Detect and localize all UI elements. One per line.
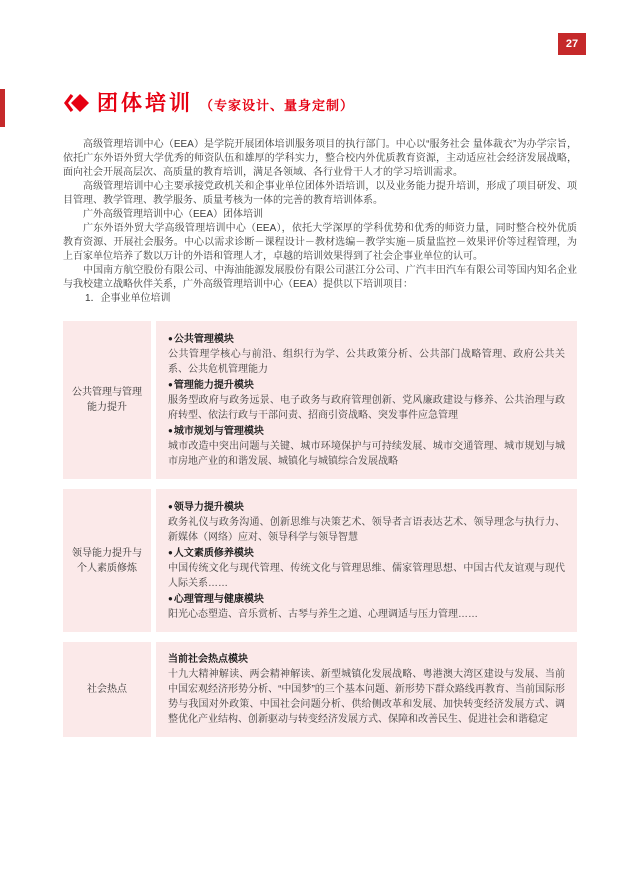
- module-heading-text: 管理能力提升模块: [173, 380, 254, 391]
- bullet-icon: ●: [168, 334, 173, 343]
- module-body: 城市改造中突出问题与关键、城市环境保护与可持续发展、城市交通管理、城市规划与城市房地产业的和谐发展、城镇化与城镇综合发展战略: [168, 441, 565, 467]
- main-content: [63, 138, 577, 737]
- module-heading-text: 领导力提升模块: [173, 502, 244, 513]
- module-heading: [168, 591, 565, 607]
- page-number-badge: [558, 33, 586, 55]
- module-heading: [168, 652, 565, 667]
- module-body: 公共管理学核心与前沿、组织行为学、公共政策分析、公共部门战略管理、政府公共关系、公共危机管理能力: [168, 349, 565, 375]
- row-content-cell: [156, 489, 577, 632]
- row-content-cell: [156, 321, 577, 479]
- bullet-icon: ●: [168, 502, 173, 511]
- module-heading-text: 城市规划与管理模块: [173, 426, 264, 437]
- module-heading-text: 当前社会热点模块: [168, 654, 248, 665]
- module-heading-text: 心理管理与健康模块: [173, 594, 264, 605]
- module-body: 政务礼仪与政务沟通、创新思维与决策艺术、领导者言语表达艺术、领导理念与执行力、新媒体（网络）应对、领导科学与领导智慧: [168, 517, 565, 543]
- module-body: 十九大精神解读、两会精神解读、新型城镇化发展战略、粤港澳大湾区建设与发展、当前中国宏观经济形势分析、“中国梦”的三个基本问题、新形势下群众路线再教育、当前国际形势与我国对外政策、中国社会问题分析、供给侧改革和发展、加快转变经济发展方式、调整优化产业结构、创新驱动与转变经济发展方式、保障和改善民生、促进社会和谐稳定: [168, 669, 565, 725]
- page-title: 团体培训: [97, 91, 193, 115]
- row-label-cell: [63, 321, 151, 479]
- bullet-icon: ●: [168, 594, 173, 603]
- page-number: 27: [565, 38, 579, 50]
- diamond-chevron-icon: [63, 93, 90, 113]
- bullet-icon: ●: [168, 426, 173, 435]
- row-label: 公共管理与管理能力提升: [72, 387, 142, 413]
- module-body: 阳光心态塑造、音乐赏析、古琴与养生之道、心理调适与压力管理……: [168, 609, 478, 620]
- row-label-cell: [63, 642, 151, 737]
- intro-section: [63, 138, 577, 306]
- intro-paragraph: 高级管理培训中心主要承接党政机关和企事业单位团体外语培训，以及业务能力提升培训，形成了项目研发、项目管理、教学管理、教学服务、质量考核为一体的完善的教育培训体系。: [63, 181, 577, 206]
- page-subtitle: （专家设计、量身定制）: [200, 98, 355, 113]
- row-label: 领导能力提升与个人素质修炼: [72, 547, 142, 574]
- row-label-cell: [63, 489, 151, 632]
- module-heading: [168, 331, 565, 347]
- list-heading: 1．企事业单位培训: [85, 293, 171, 304]
- table-row: [63, 642, 577, 737]
- row-content-cell: [156, 642, 577, 737]
- left-accent-bar: [0, 89, 5, 127]
- module-heading: [168, 377, 565, 393]
- section-title-row: [63, 92, 354, 114]
- row-label: 社会热点: [87, 684, 127, 695]
- bullet-icon: ●: [168, 548, 173, 557]
- module-heading: [168, 499, 565, 515]
- module-body: 中国传统文化与现代管理、传统文化与管理思维、儒家管理思想、中国古代友谊观与现代人际关系……: [168, 563, 565, 589]
- module-heading: [168, 423, 565, 439]
- table-row: [63, 489, 577, 632]
- table-row: [63, 321, 577, 479]
- intro-paragraph: 广东外语外贸大学高级管理培训中心（EEA），依托大学深厚的学科优势和优秀的师资力量，同时整合校外优质教育资源、开展社会服务。中心以需求诊断－课程设计－教材选编－教学实施－质量监控－效果评价等过程管理，为上百家单位培养了数以万计的外语和管理人才，卓越的培训效果得到了社会企事业单位的认可。: [63, 223, 577, 262]
- training-table: [63, 321, 577, 737]
- bullet-icon: ●: [168, 380, 173, 389]
- intro-paragraph: 中国南方航空股份有限公司、中海油能源发展股份有限公司湛江分公司、广汽丰田汽车有限公司等国内知名企业与我校建立战略伙伴关系，广外高级管理培训中心（EEA）提供以下培训项目：: [63, 265, 577, 290]
- module-heading-text: 公共管理模块: [173, 334, 234, 345]
- module-body: 服务型政府与政务远景、电子政务与政府管理创新、党风廉政建设与修养、公共治理与政府转型、依法行政与干部问责、招商引资战略、突发事件应急管理: [168, 395, 565, 421]
- intro-paragraph: 高级管理培训中心（EEA）是学院开展团体培训服务项目的执行部门。中心以“服务社会 量体裁衣”为办学宗旨，依托广东外语外贸大学优秀的师资队伍和雄厚的学科实力，整合校内外优质教育资源，主动适应社会经济发展战略，面向社会开展高层次、高质量的教育培训，满足各领域、各行业骨干人才的学习培训需求。: [63, 139, 577, 178]
- module-heading-text: 人文素质修养模块: [173, 548, 254, 559]
- intro-paragraph: 广外高级管理培训中心（EEA）团体培训: [83, 209, 264, 220]
- module-heading: [168, 545, 565, 561]
